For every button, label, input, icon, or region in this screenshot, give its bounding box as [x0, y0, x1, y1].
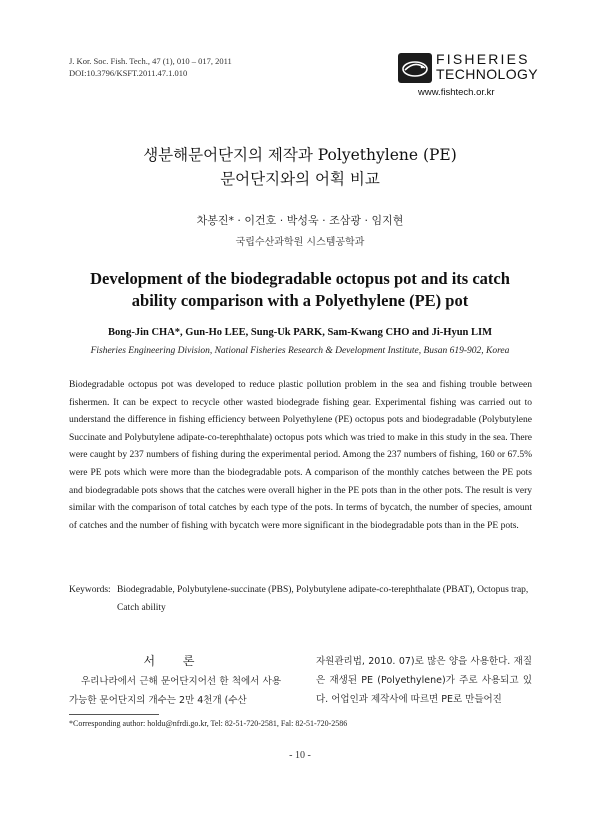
korean-affiliation: 국립수산과학원 시스템공학과	[235, 237, 365, 248]
body-right-column: 자원관리법, 2010. 07)로 많은 양을 사용한다. 재질은 재생된 PE (Polyethylene)가 주로 사용되고 있다. 어업인과 제작사에 따르면 PE로 만들어진	[316, 656, 532, 705]
citation-block	[69, 55, 232, 79]
journal-url[interactable]: www.fishtech.or.kr	[418, 87, 495, 98]
english-title-line1: Development of the biodegradable octopus pot and its catch	[90, 269, 510, 288]
footnote-divider	[69, 714, 159, 715]
doi: DOI:10.3796/KSFT.2011.47.1.010	[69, 68, 188, 78]
corresponding-author-footnote: *Corresponding author: holdu@nfrdi.go.kr, Tel: 82-51-720-2581, Fal: 82-51-720-2586	[69, 719, 348, 728]
korean-title	[0, 143, 600, 191]
section-heading-introduction: 서 론	[143, 654, 207, 668]
keywords-text: Biodegradable, Polybutylene-succinate (PBS), Polybutylene adipate-co-terephthalate (PBAT), Octopus trap, Catch ability	[117, 585, 529, 613]
logo-technology: TECHNOLOGY	[436, 66, 539, 82]
page-number: - 10 -	[289, 750, 311, 761]
english-title	[40, 268, 560, 312]
abstract: Biodegradable octopus pot was developed to reduce plastic pollution problem in the sea and fishing trouble between fishermen. It can be expect to recycle other wasted biodegrade fishing gear. Experimental fishing was carried out to understand the difference in fishing efficiency between Polyethylene (PE) octopus pots and biodegradable (Polybutylene Succinate and Polybutylene adipate-co-terephthalate) octopus pots which was tried to make in this study in the sea. There were caught by 237 numbers of fishing during the experimental period. Among the 237 numbers of fishing, 160 or 67.5% were PE pots which were more than the biodegradable pots. A comparison of the monthly catches between the PE pots and biodegradable pots shows that the catches were overall higher in the PE pots than in the other pots. The result is very similar with the comparison of total catches by each type of the pots. In terms of bycatch, the number of species, amount of catches and the number of fishing with bycatch were more significant in the biodegradable pots than in the PE pots.	[69, 380, 532, 531]
keywords-label: Keywords:	[69, 585, 111, 595]
korean-title-line1: 생분해문어단지의 제작과 Polyethylene (PE)	[143, 146, 457, 164]
body-left-column: 우리나라에서 근해 문어단지어선 한 척에서 사용가능한 문어단지의 개수는 2만 4천개 (수산	[69, 676, 281, 706]
ksft-emblem-icon	[398, 53, 432, 83]
english-authors: Bong-Jin CHA*, Gun-Ho LEE, Sung-Uk PARK, Sam-Kwang CHO and Ji-Hyun LIM	[107, 327, 492, 338]
korean-authors: 차봉진* · 이건호 · 박성욱 · 조삼광 · 임지현	[196, 214, 404, 227]
english-affiliation: Fisheries Engineering Division, National Fisheries Research & Development Institute, Busan 619-902, Korea	[90, 346, 510, 356]
journal-citation: J. Kor. Soc. Fish. Tech., 47 (1), 010 – 017, 2011	[69, 56, 232, 66]
logo-fisheries: FISHERIES	[436, 51, 530, 67]
korean-title-line2: 문어단지와의 어획 비교	[220, 170, 380, 188]
english-title-line2: ability comparison with a Polyethylene (PE) pot	[131, 291, 469, 310]
